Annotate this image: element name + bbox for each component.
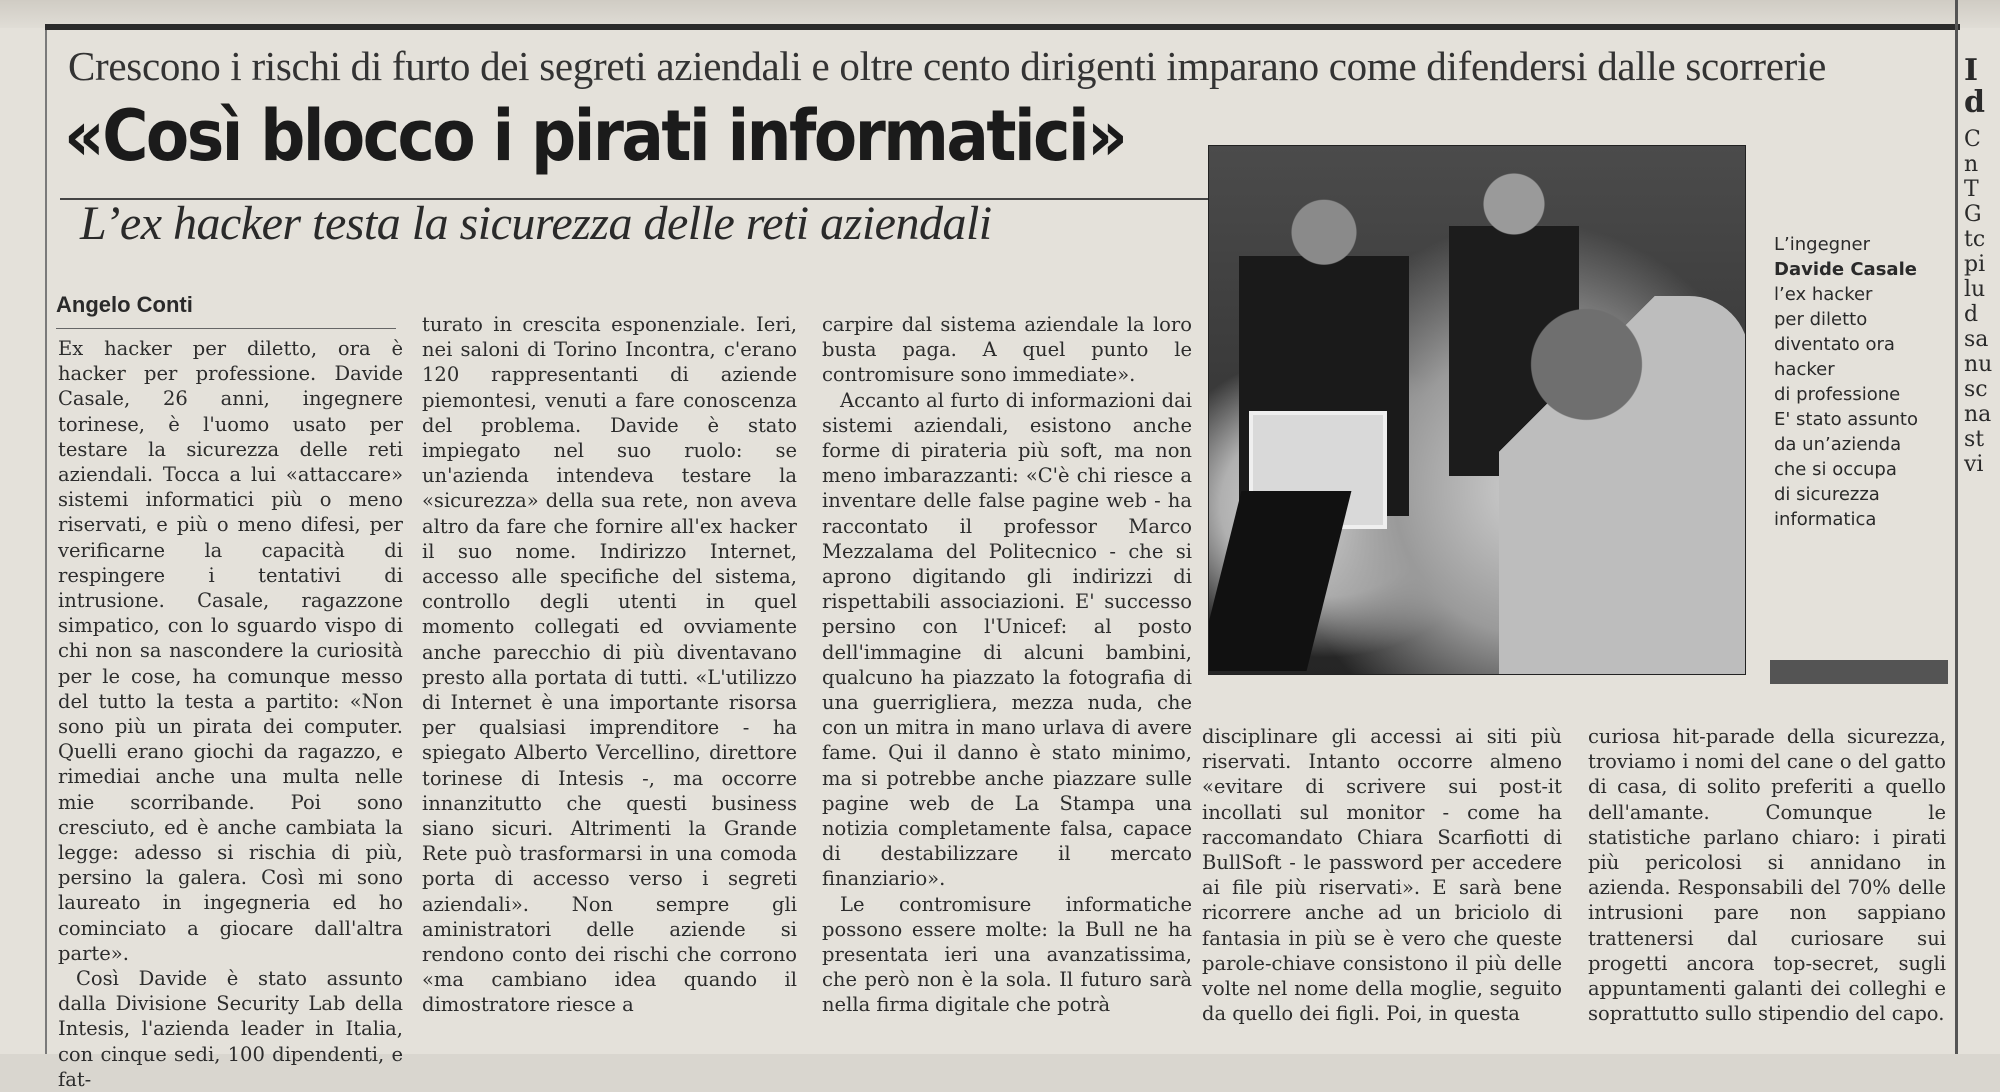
- fragment-line: sc: [1964, 377, 1988, 402]
- paragraph: Accanto al furto di informazioni dai sistemi aziendali, esistono anche forme di pirateria più soft, ma non meno imbarazzanti: «C'è chi riesce a inventare delle false pagine web - ha raccontato il professor Marco Mezzalama del Politecnico - che si aprono digitando gli indirizzi di rispettabili associazioni. E' successo persino con l'Unicef: al posto dell'immagine di alcuni bambini, qualcuno ha piazzato la fotografia di una guerrigliera, mezza nuda, che con un mitra in mano urlava di avere fame. Qui il danno è stato minimo, ma si potrebbe anche piazzare sulle pagine web de La Stampa una notizia completamente falsa, capace di destabilizzare il mercato finanziario».: [822, 388, 1192, 891]
- fragment-line: T: [1964, 177, 1979, 202]
- caption-bar: [1770, 660, 1948, 684]
- article-column-2: [422, 312, 797, 1018]
- paragraph: turato in crescita esponenziale. Ieri, nei saloni di Torino Incontra, c'erano 120 rappresentanti di aziende piemontesi, venuti a fare conoscenza del problema. Davide è stato impiegato nel suo ruolo: se un'azienda intendeva testare la «sicurezza» della sua rete, non aveva altro da fare che fornire all'ex hacker il suo nome. Indirizzo Internet, accesso alle specifiche del sistema, controllo degli utenti in quel momento collegati ed ovviamente anche parecchio di più diventavano presto alla portata di tutti. «L'utilizzo di Internet è una importante risorsa per qualsiasi imprenditore - ha spiegato Alberto Vercellino, direttore torinese di Intesis -, ma occorre innanzitutto che questi business siano sicuri. Altrimenti la Grande Rete può trasformarsi in una comoda porta di accesso verso i segreti aziendali». Non sempre gli aministratori delle aziende si rendono conto dei rischi che corrono «ma cambiano idea quando il dimostratore riesce a: [422, 313, 797, 1017]
- adjacent-article-fragment: [1964, 55, 2000, 477]
- caption-line: informatica: [1774, 509, 1877, 530]
- article-subhead: L’ex hacker testa la sicurezza delle reti aziendali: [80, 197, 992, 250]
- paragraph: curiosa hit-parade della sicurezza, troviamo i nomi del cane o del gatto di casa, di solito preferiti a quello dell'amante. Comunque le statistiche parlano chiaro: i pirati più pericolosi si annidano in azienda. Responsabili del 70% delle intrusioni pare non sappiano trattenersi dal curiosare sui progetti ancora top-secret, sugli appuntamenti galanti dei colleghi e soprattutto sullo stipendio del capo.: [1588, 725, 1946, 1026]
- caption-line: diventato ora: [1774, 334, 1895, 355]
- fragment-line: d: [1964, 85, 1985, 120]
- fragment-line: vi: [1964, 452, 1984, 477]
- fragment-line: tc: [1964, 227, 1986, 252]
- fragment-line: pi: [1964, 252, 1986, 277]
- paragraph: carpire dal sistema aziendale la loro busta paga. A quel punto le contromisure sono immediate».: [822, 313, 1192, 387]
- left-frame-rule: [45, 30, 47, 1054]
- caption-line: che si occupa: [1774, 459, 1897, 480]
- photo-caption: [1774, 232, 1944, 532]
- caption-line: di professione: [1774, 384, 1901, 405]
- article-photo: [1208, 145, 1746, 675]
- fragment-line: nu: [1964, 352, 1993, 377]
- fragment-line: na: [1964, 402, 1992, 427]
- fragment-line: sa: [1964, 327, 1989, 352]
- caption-line: l’ex hacker: [1774, 284, 1873, 305]
- paragraph: Ex hacker per diletto, ora è hacker per professione. Davide Casale, 26 anni, ingegnere torinese, è l'uomo usato per testare la sicurezza delle reti aziendali. Tocca a lui «attaccare» sistemi informatici più o meno riservati, e più o meno difesi, per verificarne la capacità di respingere i tentativi di intrusione. Casale, ragazzone simpatico, con lo sguardo vispo di chi non sa nascondere la curiosità per le cose, ha comunque messo del tutto la testa a partito: «Non sono più un pirata dei computer. Quelli erano giochi da ragazzo, e rimediai anche una multa nelle mie scorribande. Poi sono cresciuto, ed è anche cambiata la legge: adesso si rischia di più, persino la galera. Così mi sono laureato in ingegneria ed ho cominciato a giocare dall'altra parte».: [58, 337, 403, 965]
- article-headline: «Così blocco i pirati informatici»: [64, 95, 1126, 177]
- caption-line: per diletto: [1774, 309, 1868, 330]
- fragment-line: I: [1964, 53, 1979, 88]
- article-column-4: [1202, 724, 1562, 1026]
- paragraph: Così Davide è stato assunto dalla Divisione Security Lab della Intesis, l'azienda leader in Italia, con cinque sedi, 100 dipendenti, e fat-: [58, 967, 403, 1091]
- fragment-line: C: [1964, 127, 1981, 152]
- caption-line: Davide Casale: [1774, 259, 1917, 280]
- fragment-line: lu: [1964, 277, 1986, 302]
- caption-line: di sicurezza: [1774, 484, 1880, 505]
- fragment-line: [1964, 119, 2000, 127]
- caption-line: E' stato assunto: [1774, 409, 1918, 430]
- article-column-5: [1588, 724, 1946, 1026]
- right-frame-rule: [1955, 0, 1958, 1054]
- fragment-line: G: [1964, 202, 1982, 227]
- fragment-line: d: [1964, 302, 1979, 327]
- fragment-line: n: [1964, 152, 1979, 177]
- caption-line: L’ingegner: [1774, 234, 1870, 255]
- photo-laptop: [1208, 491, 1351, 671]
- article-byline: Angelo Conti: [56, 292, 193, 317]
- fragment-line: st: [1964, 427, 1985, 452]
- article-kicker: Crescono i rischi di furto dei segreti aziendali e oltre cento dirigenti imparano come difendersi dalle scorrerie: [68, 43, 1827, 89]
- top-rule: [45, 24, 1960, 30]
- caption-line: da un’azienda: [1774, 434, 1902, 455]
- paragraph: disciplinare gli accessi ai siti più riservati. Intanto occorre almeno «evitare di scrivere sui post-it incollati sul monitor - come ha raccomandato Chiara Scarfiotti di BullSoft - le password per accedere ai file più riservati». E sarà bene ricorrere anche ad un briciolo di fantasia in più se è vero che queste parole-chiave consistono il più delle volte nel nome della moglie, seguito da quello dei figli. Poi, in questa: [1202, 725, 1562, 1026]
- byline-rule: [56, 328, 396, 329]
- photo-person-typing: [1499, 296, 1746, 675]
- paragraph: Le contromisure informatiche possono essere molte: la Bull ne ha presentata ieri una avanzatissima, che però non è la sola. Il futuro sarà nella firma digitale che potrà: [822, 892, 1192, 1017]
- article-column-3: [822, 312, 1192, 1018]
- article-column-1: [58, 336, 403, 1092]
- caption-line: hacker: [1774, 359, 1835, 380]
